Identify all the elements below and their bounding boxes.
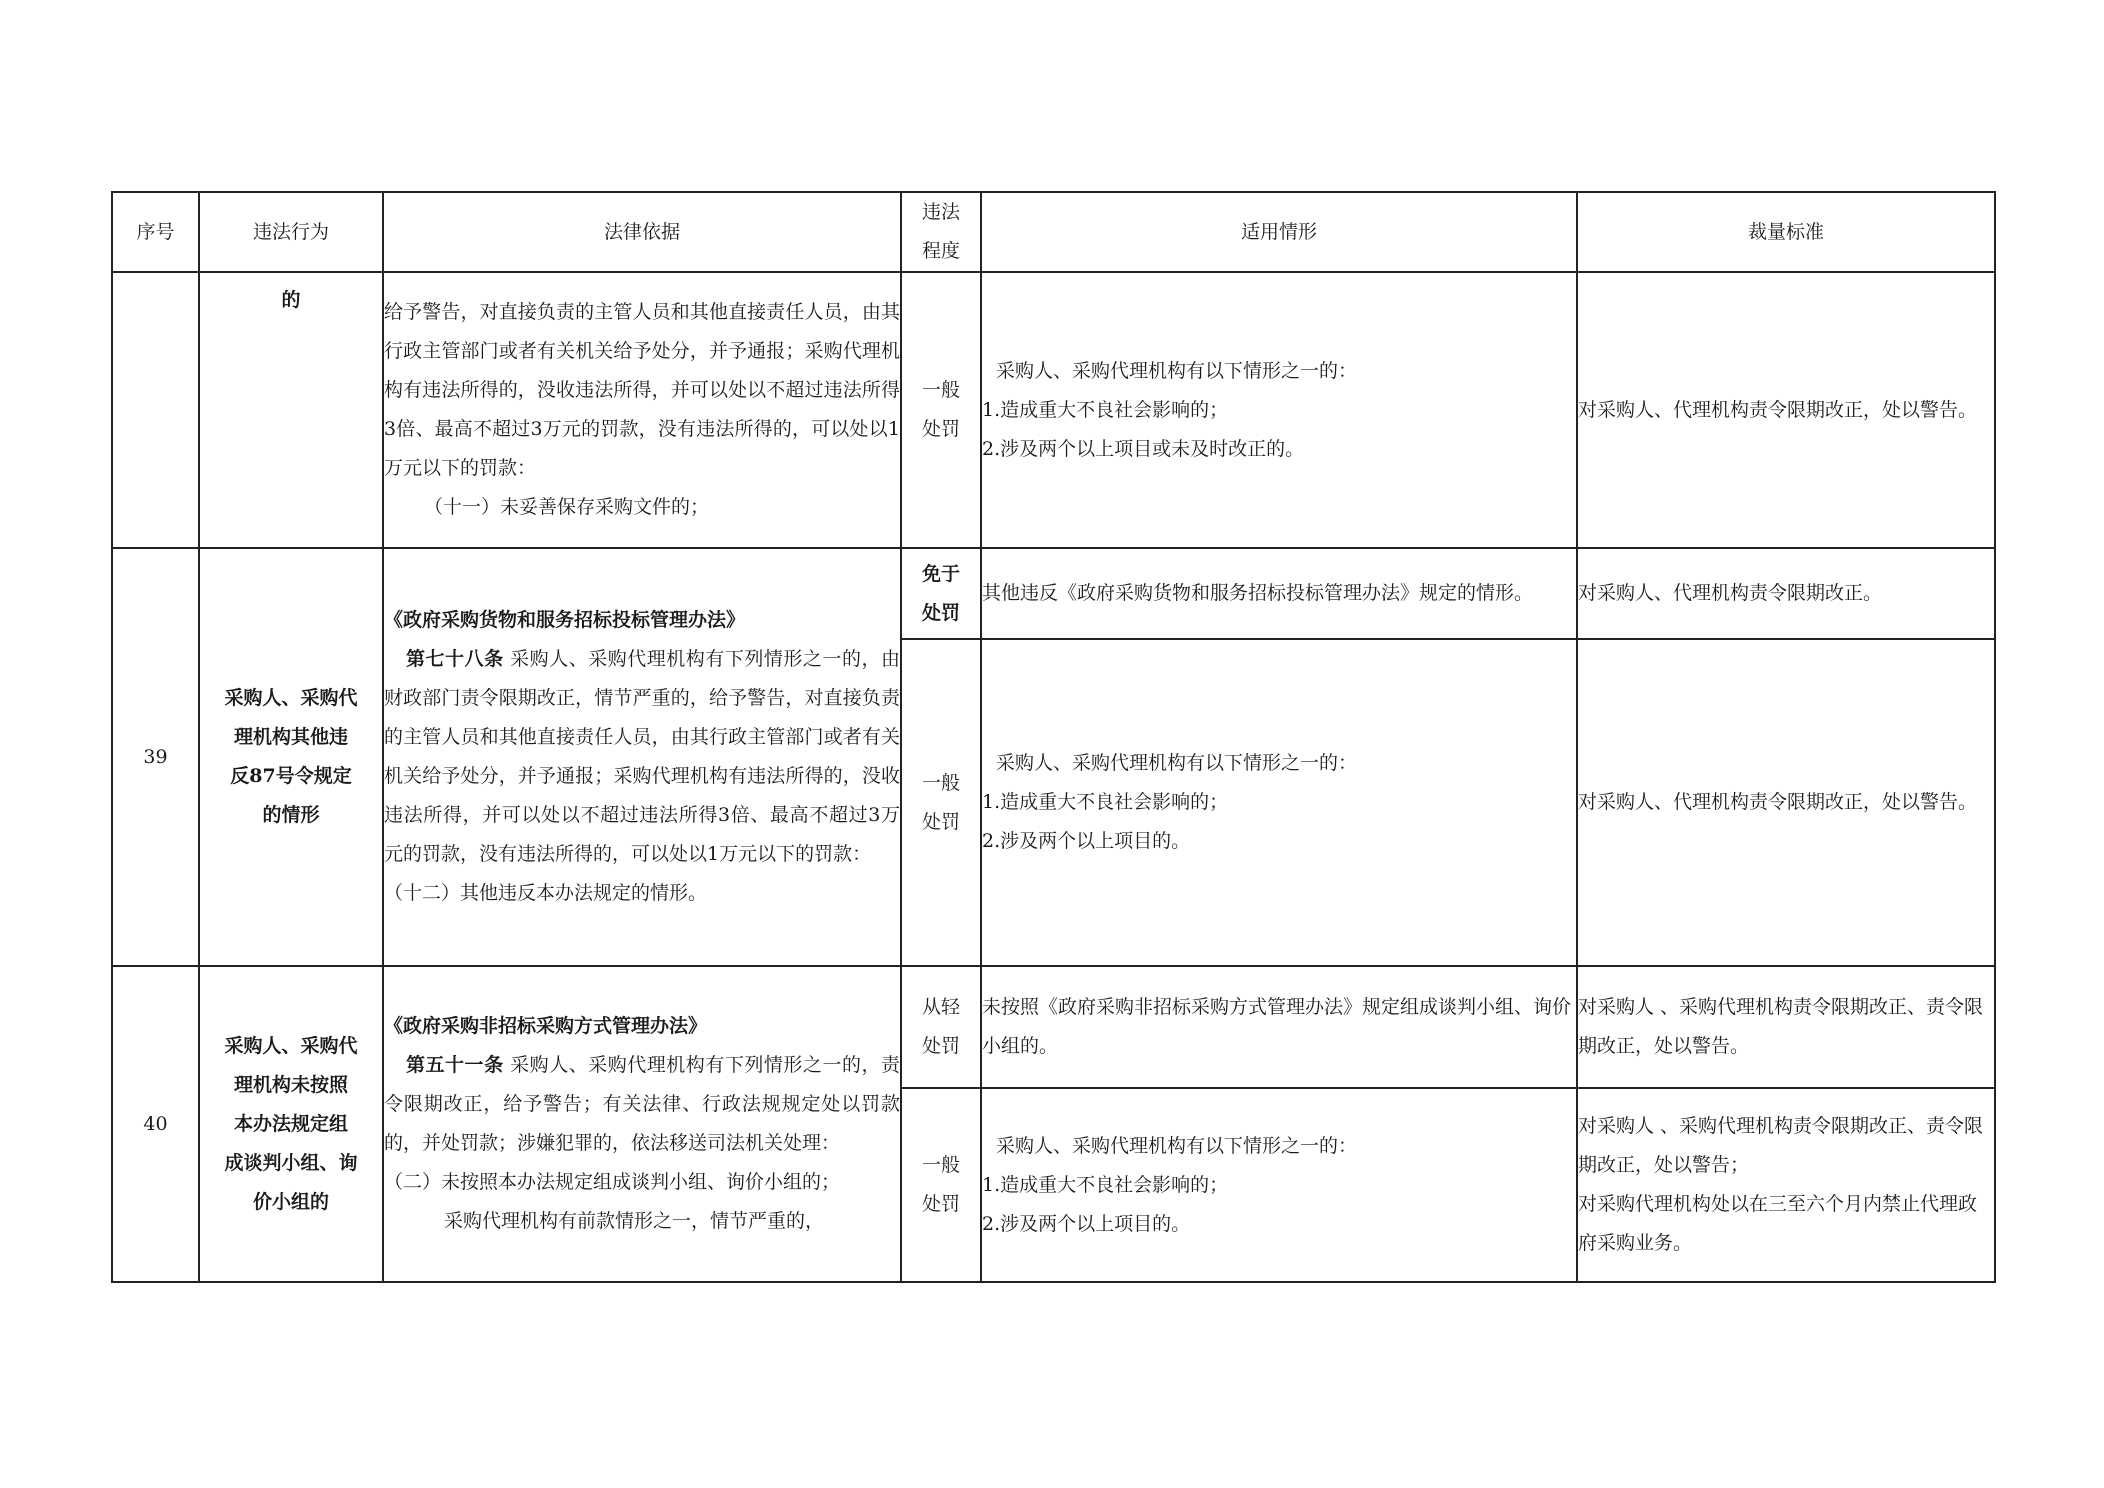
- r40a-degree-cell: [901, 966, 981, 1088]
- r39a-degree-line1: 免于: [921, 562, 960, 585]
- cont-act-cell: [199, 272, 383, 548]
- r39a-standard: 对采购人、代理机构责令限期改正。: [1578, 582, 1883, 604]
- r40a-degree-line2: 处罚: [921, 1035, 960, 1057]
- header-act: 违法行为: [199, 192, 383, 272]
- r39a-degree-cell: [901, 548, 981, 639]
- r40b-standard-cell: [1577, 1088, 1995, 1282]
- r40b-standard-2: 对采购代理机构处以在三至六个月内禁止代理政府采购业务。: [1578, 1193, 1978, 1254]
- table-row-40a: [112, 966, 1995, 1088]
- cont-standard: 对采购人、代理机构责令限期改正，处以警告。: [1578, 398, 1978, 421]
- cont-law-body: 给予警告，对直接负责的主管人员和其他直接责任人员，由其行政主管部门或者有关机关给予处分，并予通报；采购代理机构有违法所得的，没收违法所得，并可以处以不超过违法所得3倍、最高不超过3万元的罚款，没有违法所得的，可以处以1万元以下的罚款：: [384, 301, 900, 479]
- r40-law-title: 《政府采购非招标采购方式管理办法》: [384, 1015, 708, 1037]
- r39b-standard-cell: [1577, 639, 1995, 966]
- r40-law-item: （二）未按照本办法规定组成谈判小组、询价小组的；: [384, 1171, 841, 1193]
- r40a-degree-line1: 从轻: [921, 996, 960, 1018]
- table-row-39a: [112, 548, 1995, 639]
- r40-law-tail: 采购代理机构有前款情形之一，情节严重的，: [444, 1210, 825, 1232]
- r40b-situation-lead: 采购人、采购代理机构有以下情形之一的：: [996, 1134, 1358, 1157]
- r39b-degree-line1: 一般: [921, 771, 960, 794]
- r40-act-line4: 成谈判小组、询: [224, 1151, 358, 1174]
- r39-act-line4: 的情形: [262, 804, 320, 826]
- cont-situation-1: 1.造成重大不良社会影响的；: [982, 398, 1229, 421]
- r40b-situation-2: 2.涉及两个以上项目的。: [982, 1212, 1191, 1235]
- r39b-situation-cell: [981, 639, 1577, 966]
- r40b-degree-cell: [901, 1088, 981, 1282]
- r39-law-title: 《政府采购货物和服务招标投标管理办法》: [384, 609, 746, 631]
- r39b-degree-line2: 处罚: [921, 810, 960, 833]
- r39-act-line3: 反87号令规定: [230, 765, 352, 787]
- header-degree: [901, 192, 981, 272]
- r40-law-cell: [383, 966, 901, 1282]
- cont-situation-lead: 采购人、采购代理机构有以下情形之一的：: [996, 359, 1358, 382]
- r40a-situation: 未按照《政府采购非招标采购方式管理办法》规定组成谈判小组、询价小组的。: [982, 996, 1572, 1057]
- header-situation: 适用情形: [981, 192, 1577, 272]
- header-num: 序号: [112, 192, 199, 272]
- cont-law-cell: [383, 272, 901, 548]
- r39-act-line2: 理机构其他违: [233, 726, 348, 748]
- r39b-situation-2: 2.涉及两个以上项目的。: [982, 830, 1191, 852]
- r39b-standard: 对采购人、代理机构责令限期改正，处以警告。: [1578, 791, 1978, 813]
- r39a-situation: 其他违反《政府采购货物和服务招标投标管理办法》规定的情形。: [982, 582, 1534, 604]
- r40-num: 40: [112, 966, 199, 1282]
- r40-law-article: 第五十一条: [406, 1054, 504, 1076]
- header-row: [112, 192, 1995, 272]
- r39-act-line1: 采购人、采购代: [224, 687, 358, 709]
- r40b-standard-1: 对采购人 、采购代理机构责令限期改正、责令限期改正，处以警告；: [1578, 1115, 1984, 1176]
- r40b-degree-line1: 一般: [921, 1154, 960, 1176]
- cont-num-cell: [112, 272, 199, 548]
- r40-act-line3: 本办法规定组: [233, 1112, 348, 1135]
- r39-law-article: 第七十八条: [406, 648, 504, 670]
- r39-law-item: （十二）其他违反本办法规定的情形。: [384, 882, 708, 904]
- r40a-standard-cell: [1577, 966, 1995, 1088]
- header-degree-line2: 程度: [921, 240, 960, 262]
- r39-act-cell: [199, 548, 383, 966]
- r39-law-cell: [383, 548, 901, 966]
- r40a-situation-cell: [981, 966, 1577, 1088]
- cont-situation-2: 2.涉及两个以上项目或未及时改正的。: [982, 437, 1305, 460]
- r39a-situation-cell: [981, 548, 1577, 639]
- r40-act-line1: 采购人、采购代: [224, 1034, 358, 1057]
- cont-situation-cell: [981, 272, 1577, 548]
- cont-degree-line2: 处罚: [921, 418, 960, 440]
- table-row-continued: [112, 272, 1995, 548]
- r39-law-body: 采购人、采购代理机构有下列情形之一的，由财政部门责令限期改正，情节严重的，给予警告，对直接负责的主管人员和其他直接责任人员，由其行政主管部门或者有关机关给予处分，并予通报；采购代理机构有违法所得的，没收违法所得，并可以处以不超过违法所得3倍、最高不超过3万元的罚款，没有违法所得的，可以处以1万元以下的罚款：: [384, 648, 900, 865]
- cont-degree-cell: [901, 272, 981, 548]
- header-standard: 裁量标准: [1577, 192, 1995, 272]
- r40-act-cell: [199, 966, 383, 1282]
- r39b-degree-cell: [901, 639, 981, 966]
- r40b-degree-line2: 处罚: [921, 1193, 960, 1215]
- cont-standard-cell: [1577, 272, 1995, 548]
- r40b-situation-1: 1.造成重大不良社会影响的；: [982, 1173, 1229, 1196]
- r40-act-line5: 价小组的: [252, 1190, 329, 1213]
- penalty-table: [111, 191, 1996, 1283]
- r39a-standard-cell: [1577, 548, 1995, 639]
- cont-degree-line1: 一般: [921, 379, 960, 401]
- cont-act: 的: [281, 289, 301, 311]
- header-law: 法律依据: [383, 192, 901, 272]
- r40a-standard: 对采购人 、采购代理机构责令限期改正、责令限期改正，处以警告。: [1578, 996, 1984, 1057]
- r39b-situation-1: 1.造成重大不良社会影响的；: [982, 791, 1229, 813]
- r40b-situation-cell: [981, 1088, 1577, 1282]
- cont-law-item: （十一）未妥善保存采购文件的；: [424, 496, 710, 518]
- r39-num: 39: [112, 548, 199, 966]
- r39b-situation-lead: 采购人、采购代理机构有以下情形之一的：: [996, 752, 1358, 774]
- r40-act-line2: 理机构未按照: [233, 1073, 348, 1096]
- r40-law-body: 采购人、采购代理机构有下列情形之一的，责令限期改正，给予警告；有关法律、行政法规规定处以罚款的，并处罚款；涉嫌犯罪的，依法移送司法机关处理：: [384, 1054, 900, 1154]
- header-degree-line1: 违法: [921, 201, 960, 223]
- r39a-degree-line2: 处罚: [921, 601, 960, 624]
